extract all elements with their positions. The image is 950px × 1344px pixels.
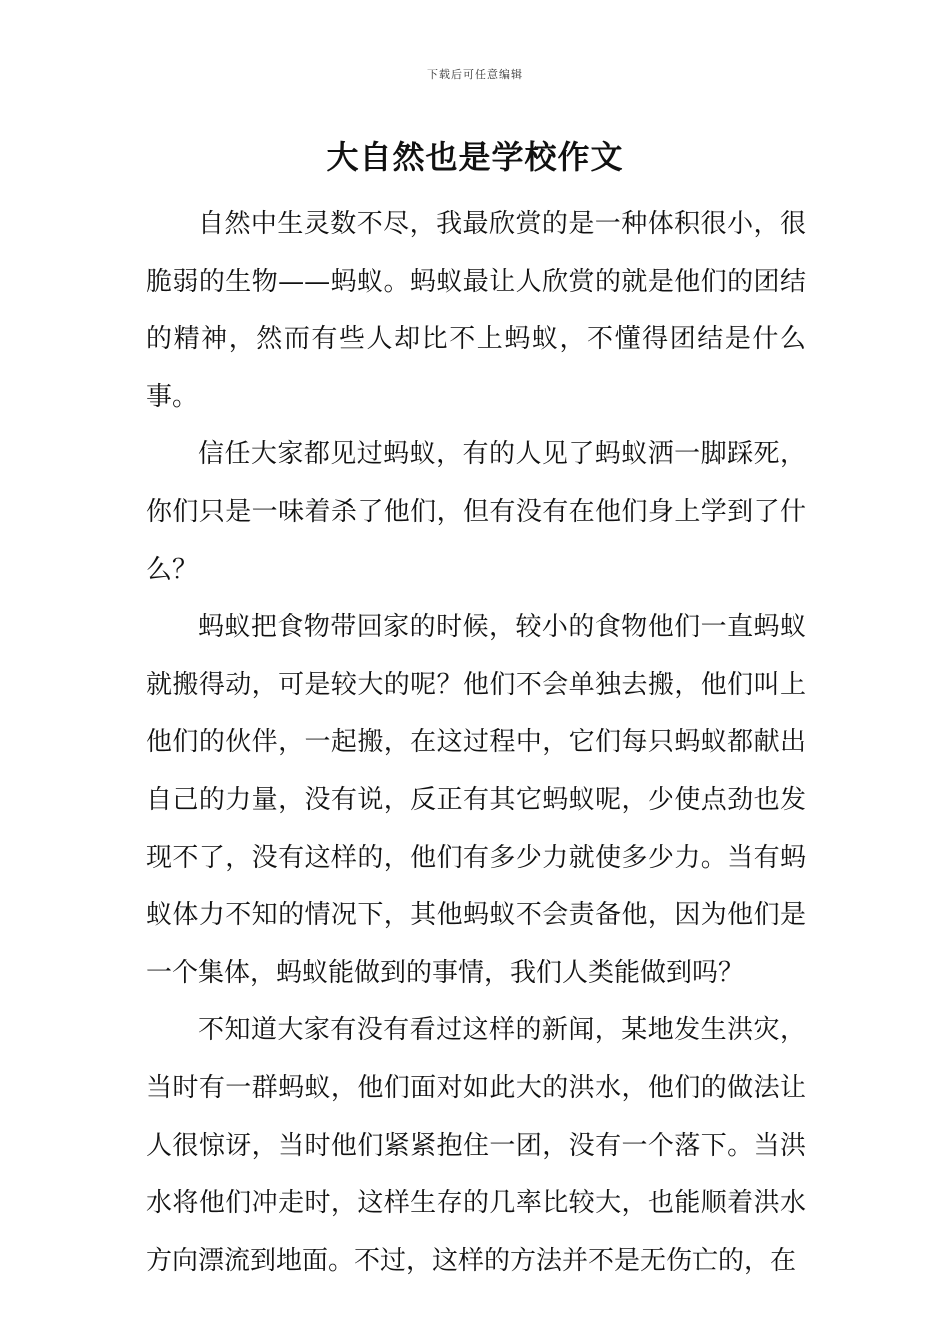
paragraph-1: 自然中生灵数不尽，我最欣赏的是一种体积很小，很脆弱的生物——蚂蚁。蚂蚁最让人欣赏的就是他们的团结的精神，然而有些人却比不上蚂蚁，不懂得团结是什么事。 xyxy=(146,209,806,412)
paragraph-3: 蚂蚁把食物带回家的时候，较小的食物他们一直蚂蚁就搬得动，可是较大的呢？他们不会单独去搬，他们叫上他们的伙伴，一起搬，在这过程中，它们每只蚂蚁都献出自己的力量，没有说，反正有其它蚂蚁呢，少使点劲也发现不了，没有这样的，他们有多少力就使多少力。当有蚂蚁体力不知的情况下，其他蚂蚁不会责备他，因为他们是一个集体，蚂蚁能做到的事情，我们人类能做到吗？ xyxy=(146,612,806,988)
header-note: 下载后可任意编辑 xyxy=(427,68,523,81)
paragraph-2: 信任大家都见过蚂蚁，有的人见了蚂蚁洒一脚踩死，你们只是一味着杀了他们，但有没有在他们身上学到了什么？ xyxy=(146,439,806,585)
paragraph-4: 不知道大家有没有看过这样的新闻，某地发生洪灾，当时有一群蚂蚁，他们面对如此大的洪水，他们的做法让人很惊讶，当时他们紧紧抱住一团，没有一个落下。当洪水将他们冲走时，这样生存的几率比较大，也能顺着洪水方向漂流到地面。不过，这样的方法并不是无伤亡的，在 xyxy=(146,1015,806,1276)
document-body xyxy=(146,196,806,1290)
document-title: 大自然也是学校作文 xyxy=(326,138,624,176)
